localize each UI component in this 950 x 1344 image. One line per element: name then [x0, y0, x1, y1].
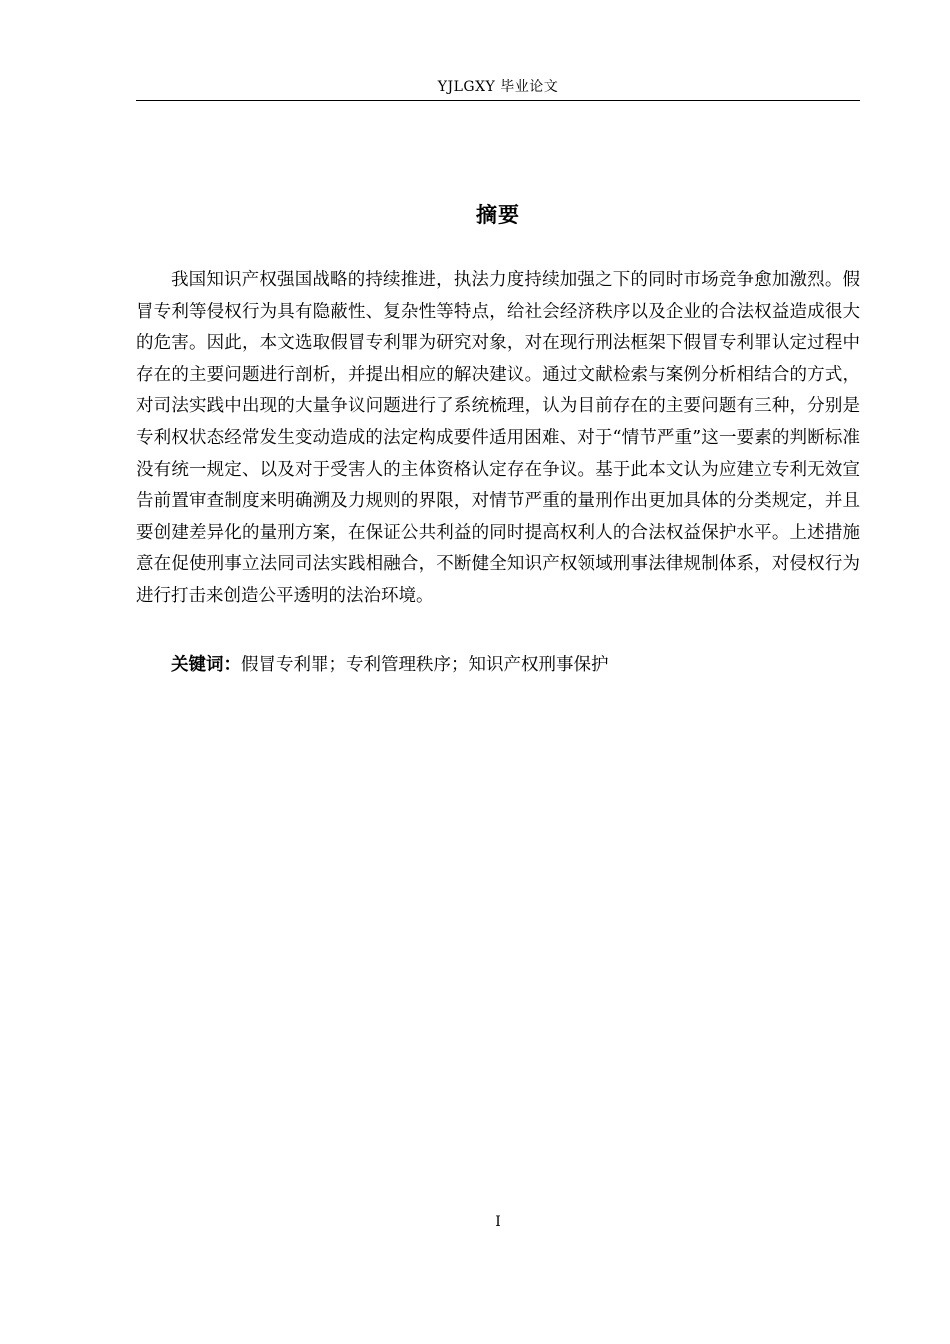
keywords-text: 假冒专利罪；专利管理秩序；知识产权刑事保护 [241, 655, 609, 675]
keywords-label: 关键词： [171, 655, 241, 675]
page-number: I [495, 1214, 501, 1230]
page-header: YJLGXY 毕业论文 [437, 79, 559, 95]
header-divider [136, 100, 860, 101]
abstract-title: 摘要 [476, 203, 520, 227]
abstract-body: 我国知识产权强国战略的持续推进，执法力度持续加强之下的同时市场竞争愈加激烈。假冒专利等侵权行为具有隐蔽性、复杂性等特点，给社会经济秩序以及企业的合法权益造成很大的危害。因此，本文选取假冒专利罪为研究对象，对在现行刑法框架下假冒专利罪认定过程中存在的主要问题进行剖析，并提出相应的解决建议。通过文献检索与案例分析相结合的方式，对司法实践中出现的大量争议问题进行了系统梳理，认为目前存在的主要问题有三种，分别是专利权状态经常发生变动造成的法定构成要件适用困难、对于“情节严重”这一要素的判断标准没有统一规定、以及对于受害人的主体资格认定存在争议。基于此本文认为应建立专利无效宣告前置审查制度来明确溯及力规则的界限，对情节严重的量刑作出更加具体的分类规定，并且要创建差异化的量刑方案，在保证公共利益的同时提高权利人的合法权益保护水平。上述措施意在促使刑事立法同司法实践相融合，不断健全知识产权领域刑事法律规制体系，对侵权行为进行打击来创造公平透明的法治环境。 [136, 270, 860, 606]
keywords-line [136, 650, 860, 682]
